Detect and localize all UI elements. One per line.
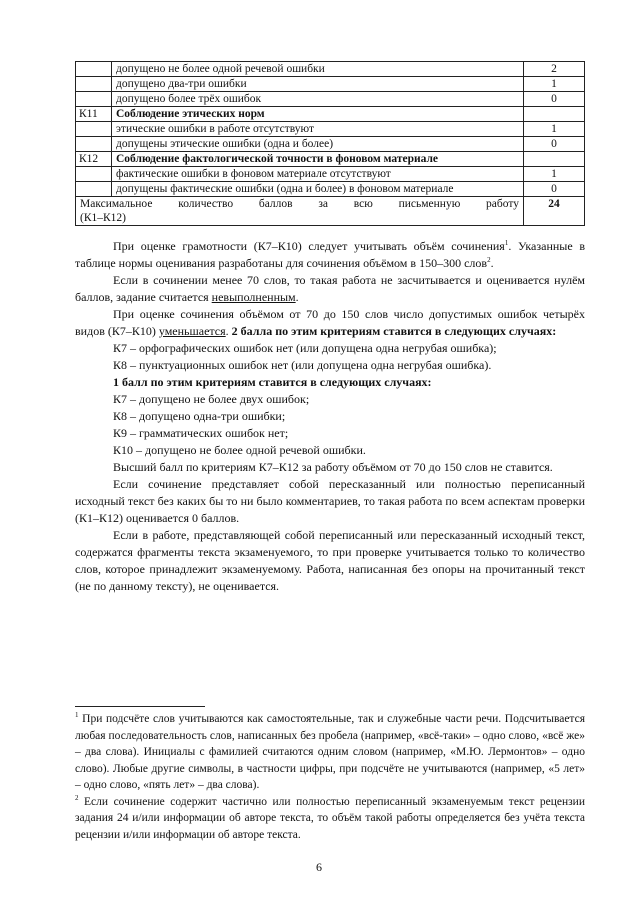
paragraph-fragments: Если в работе, представляющей собой переписанный или пересказанный исходный текст, содержатся фрагменты текста экзаменуемого, то при проверке учитывается только то количество слов, которое принадлежит экзаменуемому. Работа, написанная без опоры на прочитанный текст (не по данному тексту), не оценивается. — [75, 528, 585, 593]
table-row — [76, 137, 585, 152]
criteria-table-body — [76, 62, 585, 226]
total-label-line: Максимальное количество баллов за всю письменную работу — [80, 198, 519, 210]
paragraph-volume: При оценке грамотности (К7–К10) следует учитывать объём сочинения$^1$. Указанные в таблице нормы оценивания разработаны для сочинения объёмом в 150–300 слов$^2$. — [75, 239, 585, 270]
table-row — [76, 122, 585, 137]
list-item: К8 – допущено одна-три ошибки; — [113, 409, 286, 423]
criteria-table — [75, 61, 585, 226]
total-score: 24 — [524, 197, 585, 226]
list-item: К10 – допущено не более одной речевой ошибки. — [113, 443, 366, 457]
score-cell: 2 — [524, 62, 585, 77]
criterion-code — [76, 77, 112, 92]
footnote-ref-2: 2 — [487, 256, 491, 264]
score-cell: 1 — [524, 77, 585, 92]
criterion-title: Соблюдение этических норм — [112, 107, 524, 122]
table-row — [76, 92, 585, 107]
criterion-code — [76, 137, 112, 152]
footnote-2: $^2$ Если сочинение содержит частично или полностью переписанный экзаменуемым текст рецензии задания 24 и/или информации об авторе текста, то объём такой работы определяется без учёта текста рецензии и/или информации об авторе текста. — [75, 793, 585, 841]
paragraph-retold: Если сочинение представляет собой пересказанный или полностью переписанный исходный текст без каких бы то ни было комментариев, то такая работа по всем аспектам проверки (К1–К12) оценивается 0 баллов. — [75, 477, 585, 525]
table-row — [76, 167, 585, 182]
paragraph-max-score: Высший балл по критериям К7–К12 за работу объёмом от 70 до 150 слов не ставится. — [113, 460, 553, 474]
score-cell: 1 — [524, 122, 585, 137]
list-item: К9 – грамматических ошибок нет; — [113, 426, 289, 440]
total-label — [76, 197, 524, 226]
footnote-ref-1: 1 — [504, 239, 509, 247]
criterion-code: К11 — [76, 107, 112, 122]
score-cell: 1 — [524, 167, 585, 182]
table-row — [76, 62, 585, 77]
criterion-title: Соблюдение фактологической точности в фоновом материале — [112, 152, 524, 167]
criterion-description: допущены фактические ошибки (одна и более) в фоновом материале — [112, 182, 524, 197]
paragraph-under-70: Если в сочинении менее 70 слов, то такая работа не засчитывается и оценивается нулём баллов, задание считается невыполненным. — [75, 273, 585, 304]
paragraph-70-150: При оценке сочинения объёмом от 70 до 150 слов число допустимых ошибок четырёх видов (К7–К10) уменьшается. 2 балла по этим критериям ставится в следующих случаях: — [75, 307, 585, 338]
body-text — [75, 238, 585, 595]
score-cell — [524, 152, 585, 167]
table-row — [76, 77, 585, 92]
score-cell: 0 — [524, 137, 585, 152]
list-item: К7 – допущено не более двух ошибок; — [113, 392, 310, 406]
footnote-1: $^1$ При подсчёте слов учитываются как самостоятельные, так и служебные части речи. Подсчитывается любая последовательность слов, написанных без пробела (например, «всё-таки» – одно слово, «всё же» – два слова). Инициалы с фамилией считаются одним словом (например, «М.Ю. Лермонтов» – одно слово). Любые другие символы, в частности цифры, при подсчёте не учитываются (например, «5 лет» – одно слово, «пять лет» – два слова). — [75, 711, 585, 791]
footnote-divider — [75, 706, 205, 707]
criterion-row — [76, 107, 585, 122]
criterion-description: допущено не более одной речевой ошибки — [112, 62, 524, 77]
total-row — [76, 197, 585, 226]
score-cell: 0 — [524, 92, 585, 107]
list-heading: 1 балл по этим критериям ставится в следующих случаях: — [113, 375, 432, 389]
score-cell: 0 — [524, 182, 585, 197]
criterion-description: допущено два-три ошибки — [112, 77, 524, 92]
criterion-code — [76, 62, 112, 77]
criterion-code — [76, 182, 112, 197]
criterion-description: допущены этические ошибки (одна и более) — [112, 137, 524, 152]
page-number: 6 — [316, 860, 322, 874]
score-cell — [524, 107, 585, 122]
criterion-code: К12 — [76, 152, 112, 167]
criterion-description: фактические ошибки в фоновом материале отсутствуют — [112, 167, 524, 182]
criterion-description: допущено более трёх ошибок — [112, 92, 524, 107]
list-item: К8 – пунктуационных ошибок нет (или допущена одна негрубая ошибка). — [113, 358, 492, 372]
criterion-row — [76, 152, 585, 167]
list-item: К7 – орфографических ошибок нет (или допущена одна негрубая ошибка); — [113, 341, 497, 355]
footnotes — [75, 711, 585, 843]
criterion-code — [76, 92, 112, 107]
table-row — [76, 182, 585, 197]
criterion-description: этические ошибки в работе отсутствуют — [112, 122, 524, 137]
total-label-range: (К1–К12) — [80, 212, 126, 224]
criterion-code — [76, 122, 112, 137]
criterion-code — [76, 167, 112, 182]
